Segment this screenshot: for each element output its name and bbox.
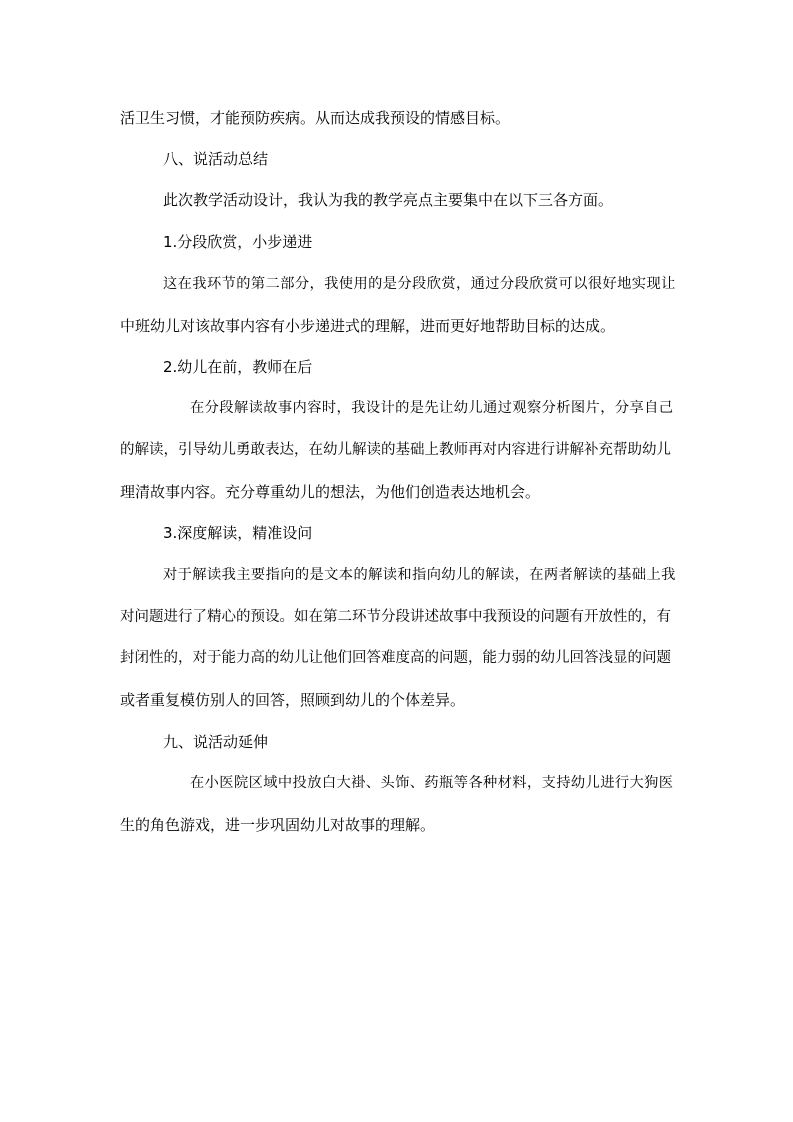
subsection-heading: 3.深度解读，精准设问 <box>163 524 313 542</box>
body-text-line: 这在我环节的第二部分，我使用的是分段欣赏，通过分段欣赏可以很好地实现让 <box>163 276 676 292</box>
body-text-line: 理清故事内容。充分尊重幼儿的想法，为他们创造表达地机会。 <box>120 483 541 501</box>
body-text-line: 的解读，引导幼儿勇敢表达，在幼儿解读的基础上教师再对内容进行讲解补充帮助幼儿 <box>120 442 671 458</box>
body-text-line: 在小医院区域中投放白大褂、头饰、药瓶等各种材料，支持幼儿进行大狗医 <box>190 775 674 791</box>
body-text-line: 生的角色游戏，进一步巩固幼儿对故事的理解。 <box>120 816 436 834</box>
body-text-line: 对于解读我主要指向的是文本的解读和指向幼儿的解读，在两者解读的基础上我 <box>163 567 676 583</box>
subsection-heading: 1.分段欣赏，小步递进 <box>163 233 313 251</box>
section-heading: 八、说活动总结 <box>163 150 269 168</box>
body-text-line: 中班幼儿对该故事内容有小步递进式的理解，进而更好地帮助目标的达成。 <box>120 317 616 335</box>
body-text-line: 封闭性的，对于能力高的幼儿让他们回答难度高的问题，能力弱的幼儿回答浅显的问题 <box>120 650 671 666</box>
body-text-line: 在分段解读故事内容时，我设计的是先让幼儿通过观察分析图片，分享自己 <box>190 400 674 416</box>
body-text-line: 对问题进行了精心的预设。如在第二环节分段讲述故事中我预设的问题有开放性的，有 <box>120 609 671 625</box>
section-heading: 九、说活动延伸 <box>163 733 269 751</box>
subsection-heading: 2.幼儿在前，教师在后 <box>163 358 313 376</box>
body-text-line: 或者重复模仿别人的回答，照顾到幼儿的个体差异。 <box>120 691 466 709</box>
body-text-line: 此次教学活动设计，我认为我的教学亮点主要集中在以下三各方面。 <box>163 191 614 209</box>
body-text-line: 活卫生习惯，才能预防疾病。从而达成我预设的情感目标。 <box>120 109 511 127</box>
